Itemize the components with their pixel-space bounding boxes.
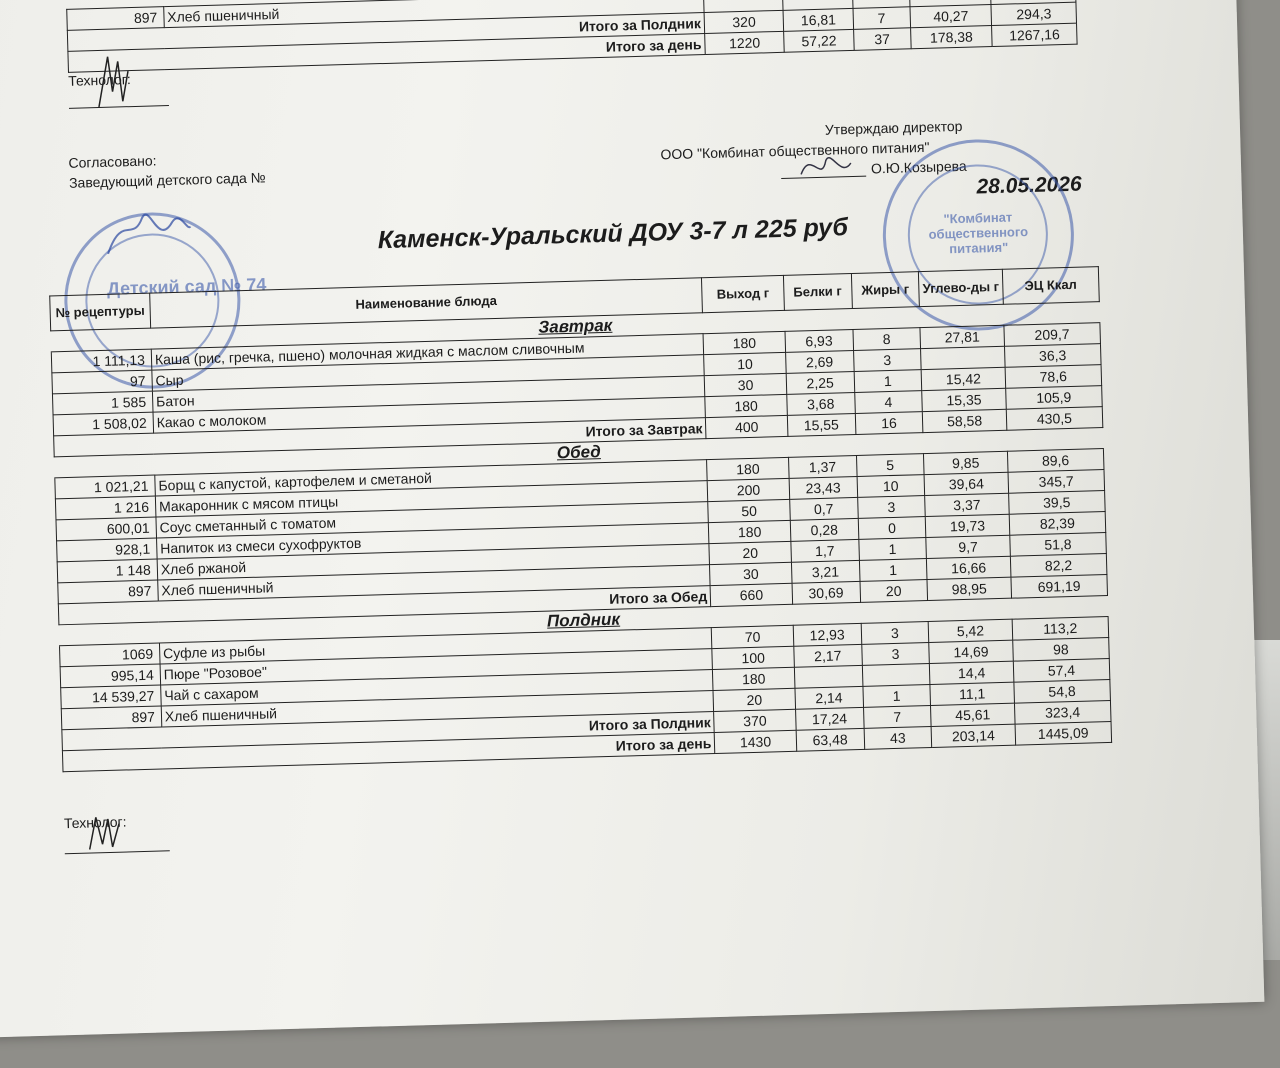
value-cell: 180 (713, 667, 795, 690)
dish-name: Каша (рис, гречка, пшено) молочная жидкая с маслом сливочным (151, 334, 704, 370)
value-cell: 180 (705, 394, 787, 417)
value-cell (794, 665, 862, 688)
value-cell: 1 (858, 538, 926, 561)
value-cell: 113,2 (1012, 617, 1109, 641)
value-cell: 82,39 (1009, 512, 1106, 536)
recipe-code: 897 (67, 7, 164, 31)
value-cell: 20 (860, 580, 928, 603)
dish-name: Соус сметанный с томатом (156, 502, 709, 538)
recipe-code: 995,14 (60, 664, 160, 688)
total-label: Итого за Обед (58, 586, 711, 625)
value-cell: 3,68 (787, 392, 855, 415)
value-cell: 30,69 (792, 581, 860, 604)
value-cell: 11,1 (930, 682, 1014, 705)
approve-label: Утверждаю директор (824, 117, 963, 138)
value-cell: 180 (709, 520, 791, 543)
recipe-code: 1 508,02 (53, 412, 153, 436)
value-cell: 16,81 (783, 8, 853, 31)
value-cell: 43 (864, 726, 932, 749)
recipe-code: 897 (58, 580, 158, 604)
dish-name: Макаронник с мясом птицы (155, 481, 708, 517)
section-title: Полдник (59, 596, 1108, 646)
value-cell: 20 (713, 688, 795, 711)
previous-day-table (66, 0, 1077, 73)
dish-name: Батон (152, 376, 705, 412)
technologist-signature (84, 809, 125, 860)
stamp-text: Детский сад № 74 (106, 274, 267, 299)
value-cell: 180 (707, 457, 789, 480)
recipe-code: 1 585 (52, 391, 152, 415)
value-cell: 1267,16 (992, 23, 1077, 46)
value-cell: 58,58 (923, 409, 1007, 432)
recipe-code: 600,01 (56, 517, 156, 541)
dish-name: Какао с молоком (153, 397, 706, 433)
value-cell: 45,61 (931, 703, 1015, 726)
value-cell: 51,8 (1010, 533, 1107, 557)
total-label: Итого за день (62, 733, 715, 772)
section-title: Обед (54, 428, 1103, 478)
value-cell: 0 (858, 517, 926, 540)
value-cell: 7 (863, 705, 931, 728)
value-cell: 14,69 (929, 640, 1013, 663)
value-cell: 15,55 (787, 413, 855, 436)
value-cell: 3,37 (925, 493, 1009, 516)
value-cell: 178,38 (910, 26, 992, 49)
dish-name: Напиток из смеси сухофруктов (156, 523, 709, 559)
value-cell: 1445,09 (1015, 721, 1112, 745)
value-cell: 14,4 (930, 661, 1014, 684)
value-cell: 98 (1012, 637, 1109, 661)
value-cell: 82,2 (1010, 554, 1107, 578)
value-cell: 209,7 (1004, 323, 1101, 347)
value-cell (862, 664, 930, 687)
value-cell: 50 (708, 499, 790, 522)
value-cell: 2,69 (785, 351, 853, 374)
kindergarten-signature (102, 201, 194, 263)
value-cell: 3 (861, 622, 929, 645)
head-kindergarten-label: Заведующий детского сада № (68, 169, 266, 191)
value-cell: 100 (712, 646, 794, 669)
recipe-code: 1 111,13 (51, 349, 151, 373)
value-cell: 6,93 (785, 330, 853, 353)
value-cell (921, 346, 1005, 369)
value-cell: 30 (705, 373, 787, 396)
value-cell: 2,17 (794, 644, 862, 667)
value-cell: 660 (710, 583, 792, 606)
dish-name: Хлеб пшеничный (161, 691, 714, 727)
value-cell: 3,21 (791, 560, 859, 583)
value-cell: 57,4 (1013, 658, 1110, 682)
value-cell: 3 (861, 643, 929, 666)
column-header: Выход г (702, 275, 784, 312)
value-cell: 1 (863, 684, 931, 707)
value-cell: 400 (706, 415, 788, 438)
column-header: Жиры г (851, 272, 920, 309)
value-cell: 0,28 (790, 518, 858, 541)
value-cell: 57,22 (784, 29, 854, 52)
value-cell: 36,3 (1004, 344, 1101, 368)
company-name: ООО "Комбинат общественного питания" (660, 138, 930, 163)
page-title: Каменск-Уральский ДОУ 3-7 л 225 руб (377, 213, 849, 255)
value-cell: 23,43 (789, 476, 857, 499)
value-cell: 370 (714, 709, 796, 732)
recipe-code: 1 216 (55, 496, 155, 520)
recipe-code: 1069 (59, 643, 159, 667)
value-cell: 10 (704, 352, 786, 375)
director-name: О.Ю.Козырева (870, 157, 967, 177)
signature-mark (87, 51, 139, 112)
value-cell: 98,95 (927, 577, 1011, 600)
recipe-code: 97 (52, 370, 152, 394)
dish-name: Борщ с капустой, картофелем и сметаной (155, 460, 708, 496)
value-cell: 10 (857, 475, 925, 498)
value-cell: 345,7 (1008, 470, 1105, 494)
value-cell: 39,64 (924, 472, 1008, 495)
value-cell: 1 (854, 370, 922, 393)
technologist-label-top: Технолог: (68, 71, 131, 89)
value-cell: 7 (853, 7, 911, 30)
value-cell: 2,25 (786, 372, 854, 395)
stamp-text: "Комбинат общественного питания" (928, 209, 1029, 257)
total-label: Итого за Полдник (67, 13, 704, 52)
dish-name: Пюре "Розовое" (160, 649, 713, 685)
value-cell: 200 (707, 478, 789, 501)
value-cell: 15,42 (921, 367, 1005, 390)
value-cell: 180 (703, 331, 785, 354)
column-header: Углево-ды г (919, 269, 1003, 306)
value-cell: 78,6 (1005, 365, 1102, 389)
total-label: Итого за Полдник (62, 712, 715, 751)
total-label: Итого за день (68, 34, 705, 73)
dish-name: Хлеб пшеничный (158, 565, 711, 601)
document-date: 28.05.2026 (976, 172, 1082, 199)
dish-name: Чай с сахаром (161, 670, 714, 706)
value-cell: 27,81 (920, 325, 1004, 348)
director-signature (795, 148, 856, 185)
value-cell: 203,14 (931, 724, 1015, 747)
technologist-label: Технолог: (63, 813, 127, 832)
value-cell: 19,73 (925, 514, 1009, 537)
value-cell: 39,5 (1008, 491, 1105, 515)
value-cell: 20 (709, 541, 791, 564)
value-cell: 691,19 (1011, 575, 1108, 599)
value-cell: 1,37 (788, 455, 856, 478)
value-cell: 1,7 (791, 539, 859, 562)
dish-name: Сыр (152, 355, 705, 391)
agreed-label: Согласовано: (68, 152, 157, 171)
recipe-code: 1 021,21 (55, 475, 155, 499)
value-cell: 17,24 (795, 707, 863, 730)
recipe-code: 14 539,27 (61, 685, 161, 709)
value-cell: 16 (855, 412, 923, 435)
value-cell: 30 (710, 562, 792, 585)
value-cell: 0,7 (790, 497, 858, 520)
section-title: Завтрак (51, 302, 1100, 352)
recipe-code: 897 (61, 706, 161, 730)
recipe-code: 1 148 (57, 559, 157, 583)
value-cell: 8 (853, 328, 921, 351)
value-cell: 40,27 (910, 5, 992, 28)
value-cell: 37 (853, 28, 911, 51)
value-cell: 12,93 (793, 623, 861, 646)
recipe-code: 928,1 (57, 538, 157, 562)
value-cell: 5 (856, 454, 924, 477)
value-cell: 1 (859, 559, 927, 582)
value-cell: 105,9 (1005, 386, 1102, 410)
value-cell: 323,4 (1014, 700, 1111, 724)
value-cell: 63,48 (796, 728, 864, 751)
value-cell: 70 (712, 625, 794, 648)
value-cell: 2,14 (795, 686, 863, 709)
value-cell: 4 (854, 391, 922, 414)
dish-name: Суфле из рыбы (159, 628, 712, 664)
value-cell: 1220 (705, 31, 785, 54)
column-header: Наименование блюда (150, 278, 703, 328)
value-cell: 3 (853, 349, 921, 372)
dish-name: Хлеб ржаной (157, 544, 710, 580)
dish-name: Хлеб пшеничный (164, 0, 705, 28)
value-cell: 430,5 (1006, 407, 1103, 431)
value-cell: 15,35 (922, 388, 1006, 411)
value-cell: 16,66 (927, 556, 1011, 579)
value-cell: 1430 (715, 730, 797, 753)
value-cell: 5,42 (928, 619, 1012, 642)
value-cell: 54,8 (1014, 679, 1111, 703)
column-header: Белки г (783, 274, 852, 311)
value-cell: 3 (857, 496, 925, 519)
value-cell: 9,85 (924, 451, 1008, 474)
value-cell: 294,3 (991, 2, 1076, 25)
value-cell: 9,7 (926, 535, 1010, 558)
column-header: № рецептуры (50, 293, 151, 331)
column-header: ЭЦ Ккал (1002, 267, 1099, 305)
total-label: Итого за Завтрак (54, 418, 707, 457)
menu-table (49, 266, 1112, 772)
value-cell: 89,6 (1007, 449, 1104, 473)
value-cell: 320 (704, 10, 784, 33)
